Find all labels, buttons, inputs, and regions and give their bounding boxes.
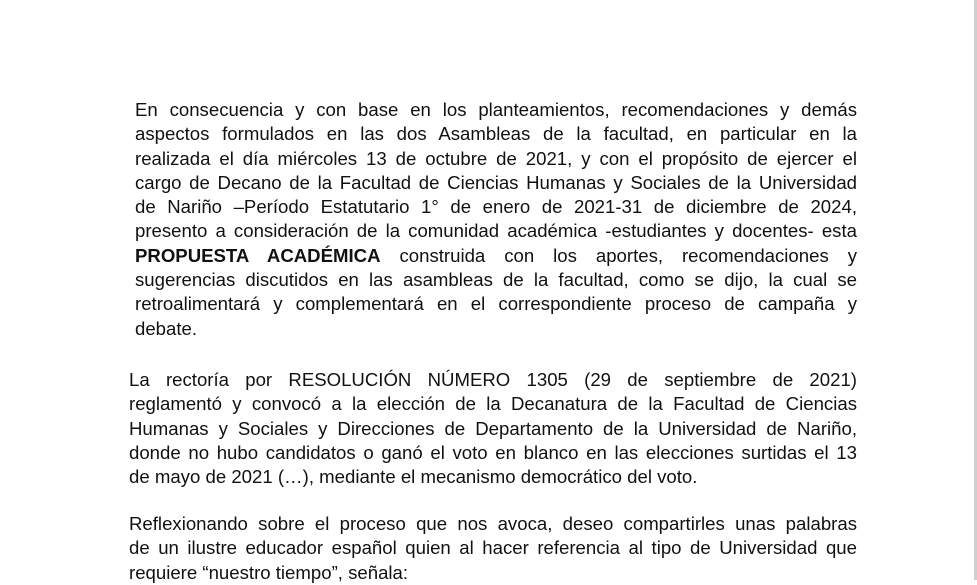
paragraph-resolucion [129,368,857,489]
paragraph-reflexion [129,512,857,585]
text-line: de un ilustre educador español quien al hacer referencia al tipo de Universidad que [129,537,857,559]
text-line: Reflexionando sobre el proceso que nos avoca, deseo compartirles unas palabras [129,513,857,534]
text-line: sugerencias discutidos en las asambleas de la facultad, como se dijo, la cual se [135,269,857,291]
text-line [135,244,857,268]
text-line: de mayo de 2021 (…), mediante el mecanismo democrático del voto. [129,466,698,488]
text-line: cargo de Decano de la Facultad de Ciencias Humanas y Sociales de la Universidad [135,171,857,193]
bold-phrase: PROPUESTA ACADÉMICA [135,244,381,266]
text-line: reglamentó y convocó a la elección de la Decanatura de la Facultad de Ciencias [129,393,857,415]
text-line: En consecuencia y con base en los planteamientos, recomendaciones y demás [135,99,857,120]
text-line: Humanas y Sociales y Direcciones de Departamento de la Universidad de Nariño, [129,417,857,439]
text-line: La rectoría por RESOLUCIÓN NÚMERO 1305 (29 de septiembre de 2021) [129,369,857,390]
text-line: presento a consideración de la comunidad académica -estudiantes y docentes- esta [135,220,857,242]
text-line: debate. [135,317,198,339]
paragraph-propuesta [135,98,857,341]
text-line: de Nariño –Período Estatutario 1° de enero de 2021-31 de diciembre de 2024, [135,196,857,218]
text-line: aspectos formulados en las dos Asambleas de la facultad, en particular en la [135,123,857,145]
text-fragment: construida con los aportes, recomendaciones y [399,244,857,266]
text-line: requiere “nuestro tiempo”, señala: [129,561,409,583]
text-line: retroalimentará y complementará en el correspondiente proceso de campaña y [135,293,857,315]
text-line: realizada el día miércoles 13 de octubre de 2021, y con el propósito de ejercer el [135,147,857,169]
text-line: donde no hubo candidatos o ganó el voto en blanco en las elecciones surtidas el 13 [129,441,857,463]
